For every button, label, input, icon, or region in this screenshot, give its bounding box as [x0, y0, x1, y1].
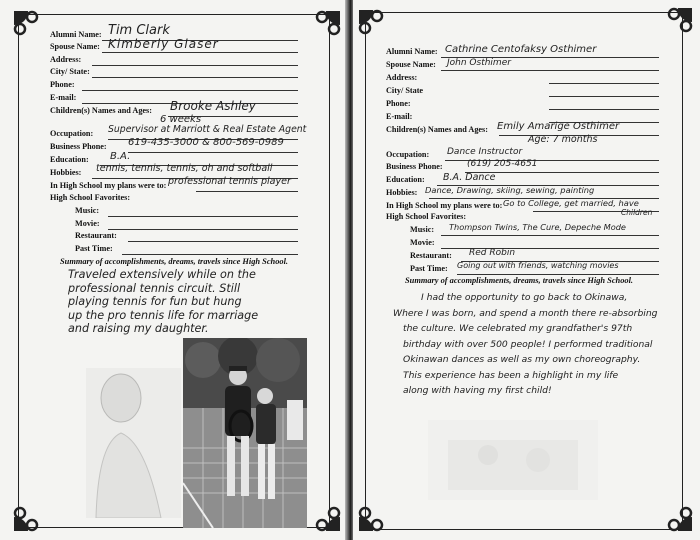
label-occupation: Occupation:: [386, 150, 430, 159]
spouse-name-value: John Osthimer: [447, 58, 511, 68]
corner-ornament-icon: [664, 6, 694, 36]
label-occupation: Occupation:: [50, 129, 94, 138]
children-age-value: 6 weeks: [160, 114, 202, 125]
form-line: [549, 96, 659, 97]
children-value: Brooke Ashley: [170, 99, 256, 113]
label-address: Address:: [386, 73, 418, 82]
form-line: [92, 65, 298, 66]
label-children: Children(s) Names and Ages:: [386, 125, 488, 134]
faded-background-photo: [428, 420, 598, 500]
label-children: Children(s) Names and Ages:: [50, 106, 152, 115]
form-line: [196, 191, 298, 192]
label-plans: In High School my plans were to:: [50, 181, 167, 190]
label-hobbies: Hobbies:: [50, 168, 82, 177]
label-city-state: City/ State: [386, 86, 424, 95]
corner-ornament-icon: [312, 503, 342, 533]
label-education: Education:: [50, 155, 89, 164]
education-value: B.A.: [110, 151, 131, 162]
essay-line: professional tennis circuit. Still: [68, 281, 241, 295]
label-music: Music:: [410, 225, 435, 234]
label-alumni-name: Alumni Name:: [50, 30, 102, 39]
music-value: Thompson Twins, The Cure, Depeche Mode: [449, 222, 626, 232]
label-alumni-name: Alumni Name:: [386, 47, 438, 56]
faded-portrait-photo: [86, 368, 181, 518]
corner-ornament-icon: [12, 503, 42, 533]
form-line: [457, 274, 659, 275]
label-past-time: Past Time:: [75, 244, 113, 253]
essay-line: up the pro tennis life for marriage: [68, 308, 259, 322]
corner-ornament-icon: [357, 8, 387, 38]
label-education: Education:: [386, 175, 425, 184]
form-line: [82, 90, 298, 91]
label-spouse-name: Spouse Name:: [50, 42, 100, 51]
form-line: [108, 229, 298, 230]
label-city-state: City/ State:: [50, 67, 90, 76]
label-email: E-mail:: [50, 93, 77, 102]
essay-line: This experience has been a highlight in my life: [403, 369, 619, 381]
essay-line: Where I was born, and spend a month there re-absorbing: [393, 307, 658, 319]
essay-line: Traveled extensively while on the: [68, 268, 256, 281]
corner-ornament-icon: [664, 503, 694, 533]
plans-value: professional tennis player: [168, 176, 291, 187]
label-business-phone: Business Phone:: [50, 142, 107, 151]
label-favorites: High School Favorites:: [386, 212, 467, 221]
essay-line: along with having my first child!: [403, 385, 552, 396]
label-hobbies: Hobbies:: [386, 188, 418, 197]
label-phone: Phone:: [50, 80, 75, 89]
occupation-value: Supervisor at Marriott & Real Estate Agent: [108, 124, 307, 135]
tennis-couple-photo: [183, 338, 307, 528]
alumni-name-value: Tim Clark: [108, 23, 170, 38]
essay-line: playing tennis for fun but hung: [68, 295, 242, 308]
essay-line: the culture. We celebrated my grandfather's 97th: [403, 323, 633, 334]
children-age-value: Age: 7 months: [528, 134, 598, 145]
restaurant-value: Red Robin: [469, 248, 516, 258]
right-page: [353, 0, 700, 540]
label-movie: Movie:: [410, 238, 435, 247]
form-line: [128, 152, 298, 153]
hobbies-value: Dance, Drawing, skiing, sewing, painting: [425, 185, 595, 195]
spouse-name-value: Kimberly Glaser: [108, 37, 219, 51]
corner-ornament-icon: [12, 9, 42, 39]
plans-value: Go to College, get married, have: [503, 198, 639, 208]
form-line: [108, 216, 298, 217]
label-plans: In High School my plans were to:: [386, 201, 503, 210]
form-line: [102, 52, 298, 53]
left-page: [0, 0, 347, 540]
label-favorites: High School Favorites:: [50, 193, 131, 202]
summary-heading: Summary of accomplishments, dreams, travels since High School.: [405, 276, 633, 285]
form-line: [441, 70, 659, 71]
label-music: Music:: [75, 206, 100, 215]
alumni-name-value: Cathrine Centofaksy Osthimer: [445, 44, 597, 55]
label-phone: Phone:: [386, 99, 411, 108]
label-spouse-name: Spouse Name:: [386, 60, 436, 69]
form-line: [92, 77, 298, 78]
form-line: [128, 241, 298, 242]
corner-ornament-icon: [357, 503, 387, 533]
label-address: Address:: [50, 55, 82, 64]
essay-line: and raising my daughter.: [68, 322, 209, 335]
business-phone-value: (619) 205-4651: [467, 159, 538, 169]
essay-text: [393, 290, 658, 399]
label-business-phone: Business Phone:: [386, 162, 443, 171]
essay-line: I had the opportunity to go back to Okinawa,: [421, 292, 628, 303]
label-email: E-mail:: [386, 112, 413, 121]
label-restaurant: Restaurant:: [75, 231, 117, 240]
hobbies-value: tennis, tennis, tennis, oh and softball: [96, 163, 273, 174]
form-line: [549, 109, 659, 110]
form-line: [122, 254, 298, 255]
label-movie: Movie:: [75, 219, 100, 228]
corner-ornament-icon: [312, 9, 342, 39]
form-line: [549, 83, 659, 84]
essay-text: [68, 268, 258, 336]
essay-line: birthday with over 500 people! I performed traditional: [403, 338, 653, 350]
plans-continued-value: Children: [621, 208, 653, 217]
education-value: B.A. Dance: [443, 172, 496, 183]
form-line: [441, 235, 659, 236]
label-restaurant: Restaurant:: [410, 251, 452, 260]
label-past-time: Past Time:: [410, 264, 448, 273]
occupation-value: Dance Instructor: [447, 147, 523, 157]
essay-line: Okinawan dances as well as my own choreography.: [403, 354, 641, 365]
business-phone-value: 619-435-3000 & 800-569-0989: [128, 137, 284, 148]
summary-heading: Summary of accomplishments, dreams, travels since High School.: [60, 257, 288, 266]
past-time-value: Going out with friends, watching movies: [457, 261, 619, 270]
children-value: Emily Amarige Osthimer: [497, 121, 620, 132]
